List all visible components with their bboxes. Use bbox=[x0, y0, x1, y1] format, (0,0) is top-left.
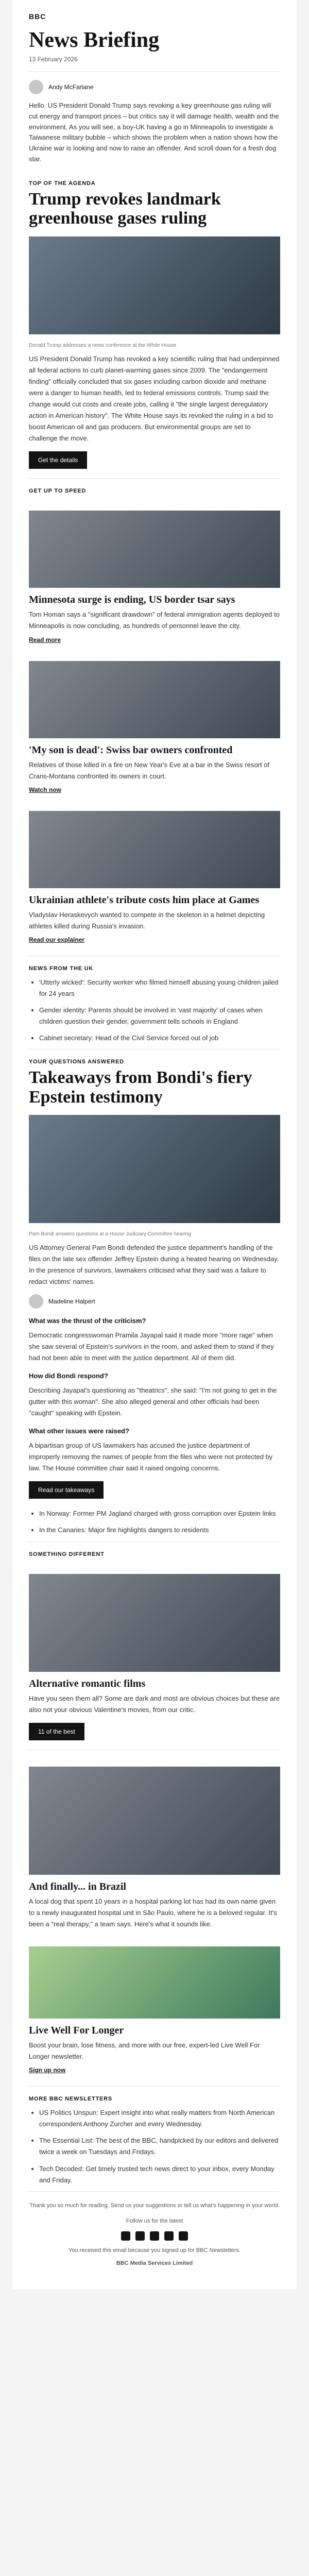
divider bbox=[29, 71, 280, 72]
page-title: News Briefing bbox=[29, 28, 160, 52]
answers-label: YOUR QUESTIONS ANSWERED bbox=[29, 1059, 124, 1065]
tiktok-icon[interactable] bbox=[164, 2231, 174, 2241]
promo-link[interactable]: Sign up now bbox=[29, 2066, 66, 2074]
answer-2: Describing Jayapal's questioning as "theatrics", she said: "I'm not going to get in the gutter with this woman". She also alleged general and other officials had been "caught" speaking with Epstein. bbox=[29, 1386, 277, 1417]
promo-body: Boost your brain, lose fitness, and more with our free, expert-led Live Well For Longer newsletter. bbox=[29, 2041, 260, 2061]
uk-item[interactable]: • 'Utterly wicked': Security worker who filmed himself abusing young children jailed for 24 years bbox=[39, 977, 280, 999]
byline-name: Madeline Halpert bbox=[48, 1297, 95, 1305]
author-row bbox=[29, 80, 280, 94]
promo-card bbox=[12, 1930, 297, 2075]
else-button[interactable]: 11 of the best bbox=[29, 1723, 84, 1740]
speed-item-1 bbox=[12, 494, 297, 644]
question-3: What other issues were raised? bbox=[29, 1427, 130, 1435]
answers-bullets bbox=[12, 1508, 297, 1536]
social-icons bbox=[29, 2231, 280, 2241]
finally-title[interactable]: And finally... in Brazil bbox=[29, 1880, 126, 1892]
else-block bbox=[12, 1557, 297, 1716]
question-2: How did Bondi respond? bbox=[29, 1371, 108, 1380]
newsletters-list bbox=[12, 2102, 297, 2186]
speed-link-1[interactable]: Read more bbox=[29, 636, 61, 643]
speed-item-3 bbox=[12, 794, 297, 944]
top-details-button[interactable]: Get the details bbox=[29, 451, 87, 469]
footer bbox=[12, 2192, 297, 2289]
top-image[interactable] bbox=[29, 236, 280, 334]
finally-body: A local dog that spent 10 years in a hospital parking lot has had its own name given to a newly inaugurated hospital unit in São Paulo, where he is a beloved regular. It's been a "real therapy," a team says. Here's what it sounds like. bbox=[29, 1897, 277, 1928]
header bbox=[12, 0, 297, 171]
top-headline[interactable]: Trump revokes landmark greenhouse gases ruling bbox=[29, 189, 221, 228]
else-image[interactable] bbox=[29, 1574, 280, 1672]
else-title[interactable]: Alternative romantic films bbox=[29, 1677, 146, 1689]
top-caption: Donald Trump addresses a news conference at the White House bbox=[29, 342, 177, 348]
answers-headline[interactable]: Takeaways from Bondi's fiery Epstein testimony bbox=[29, 1068, 252, 1107]
top-body: US President Donald Trump has revoked a key scientific ruling that had underpinned all federal actions to curb planet-warming gases since 2009. The "endangerment finding" officially concluded that six gases including carbon dioxide and methane were a danger to human health, led to federal emissions controls. Trump said the change would cut costs and create jobs, calling it "the single largest deregulatory action in American history". The White House says its revoked the ruling in a bid to boost American oil and gas producers. But environmental groups are set to challenge the move. bbox=[29, 354, 280, 443]
newsletter-item[interactable]: • Tech Decoded: Get timely trusted tech news direct to your inbox, every Monday and Friday. bbox=[39, 2163, 280, 2186]
speed-body-3: Vladyslav Heraskevych wanted to compete in the skeleton in a helmet depicting athletes killed during Russia's invasion. bbox=[29, 910, 265, 930]
speed-link-3[interactable]: Read our explainer bbox=[29, 936, 85, 943]
answers-caption: Pam Bondi answers questions at a House Judiciary Committee hearing bbox=[29, 1231, 192, 1238]
uk-item[interactable]: • Cabinet secretary: Head of the Civil Service forced out of job bbox=[39, 1032, 280, 1044]
avatar bbox=[29, 80, 43, 94]
finally-image[interactable] bbox=[29, 1767, 280, 1875]
newsletter-item[interactable]: • The Essential List: The best of the BBC, handpicked by our editors and delivered twice a week on Tuesdays and Fridays. bbox=[39, 2135, 280, 2158]
footer-line-3: You received this email because you signed up for BBC Newsletters. bbox=[68, 2247, 241, 2254]
uk-label: NEWS FROM THE UK bbox=[29, 965, 94, 972]
avatar bbox=[29, 1294, 43, 1309]
else-body: Have you seen them all? Some are dark and most are obvious choices but these are also not your obvious Valentine's movies, from our critic. bbox=[29, 1694, 280, 1714]
instagram-icon[interactable] bbox=[150, 2231, 159, 2241]
speed-title-1[interactable]: Minnesota surge is ending, US border tsar says bbox=[29, 594, 235, 606]
answers-body: US Attorney General Pam Bondi defended the justice department's handling of the files on the late sex offender Jeffrey Epstein during a heated hearing on Wednesday. In the presence of survivors, lawmakers criticised what they said was a failure to redact victims' names. bbox=[29, 1244, 279, 1286]
speed-title-3[interactable]: Ukrainian athlete's tribute costs him place at Games bbox=[29, 894, 260, 906]
newsletters-label: MORE BBC NEWSLETTERS bbox=[29, 2096, 113, 2103]
youtube-icon[interactable] bbox=[179, 2231, 188, 2241]
top-agenda-label: TOP OF THE AGENDA bbox=[29, 180, 96, 187]
speed-image-2[interactable] bbox=[29, 661, 280, 738]
speed-title-2[interactable]: 'My son is dead': Swiss bar owners confronted bbox=[29, 744, 233, 756]
speed-image-3[interactable] bbox=[29, 811, 280, 888]
footer-line-1: Thank you so much for reading. Send us your suggestions or tell us what's happening in your world. bbox=[29, 2202, 280, 2209]
speed-label: GET UP TO SPEED bbox=[29, 488, 87, 495]
uk-item[interactable]: • Gender identity: Parents should be involved in 'vast majority' of cases when children question their gender, government tells schools in England bbox=[39, 1005, 280, 1027]
intro-text: Hello. US President Donald Trump says revoking a key greenhouse gas ruling will cut energy and transport prices – but critics say it will damage health, wealth and the environment. As you will see, a boy-UK having a go in Minneapolis to investigate a Taiwanese military bubble – which shows the problem when a nation shows how the Ukraine war is looking and now to raise an offender. And scroll down for a fresh dog star. bbox=[29, 101, 279, 163]
speed-image-1[interactable] bbox=[29, 511, 280, 588]
author-name: Andy McFarlane bbox=[48, 83, 94, 91]
answers-bullet[interactable]: • In the Canaries: Major fire highlights dangers to residents bbox=[39, 1524, 280, 1536]
speed-link-2[interactable]: Watch now bbox=[29, 786, 61, 793]
promo-image[interactable] bbox=[29, 1946, 280, 2019]
x-icon[interactable] bbox=[121, 2231, 130, 2241]
speed-body-1: Tom Homan says a "significant drawdown" of federal immigration agents deployed to Minneapolis is now concluding, as hundreds of personnel leave the city. bbox=[29, 611, 280, 630]
date: 13 February 2026 bbox=[29, 56, 78, 63]
speed-body-2: Relatives of those killed in a fire on New Year's Eve at a bar in the Swiss resort of Crans-Montana confronted its owners in court. bbox=[29, 760, 270, 780]
byline bbox=[12, 1288, 297, 1309]
else-label: SOMETHING DIFFERENT bbox=[29, 1551, 105, 1557]
answer-1: Democratic congresswoman Pramila Jayapal said it made more "more rage" when she saw several of Epstein's survivors in the room, and asked them to stand if they had not been able to meet with the justice department. All of them did. bbox=[29, 1331, 274, 1362]
facebook-icon[interactable] bbox=[135, 2231, 145, 2241]
question-1: What was the thrust of the criticism? bbox=[29, 1316, 146, 1325]
newsletter-item[interactable]: • US Politics Unspun: Expert insight into what really matters from North American correspondent Anthony Zurcher and every Wednesday. bbox=[39, 2107, 280, 2130]
answers-bullet[interactable]: • In Norway: Former PM Jagland charged with gross corruption over Epstein links bbox=[39, 1508, 280, 1519]
footer-line-2: Follow us for the latest bbox=[126, 2218, 183, 2225]
uk-list bbox=[12, 972, 297, 1044]
footer-line-4: BBC Media Services Limited bbox=[116, 2260, 193, 2266]
speed-item-2 bbox=[12, 645, 297, 794]
newsletter-card bbox=[12, 0, 297, 2289]
answers-image[interactable] bbox=[29, 1115, 280, 1223]
finally-block bbox=[12, 1750, 297, 1930]
brand-logo: BBC bbox=[29, 12, 46, 21]
promo-title[interactable]: Live Well For Longer bbox=[29, 2025, 124, 2036]
takeaways-button[interactable]: Read our takeaways bbox=[29, 1481, 104, 1499]
answer-3: A bipartisan group of US lawmakers has accused the justice department of improperly removing the names of people from the files who were not protected by law. The House committee chair said it raised ongoing concerns. bbox=[29, 1442, 273, 1472]
